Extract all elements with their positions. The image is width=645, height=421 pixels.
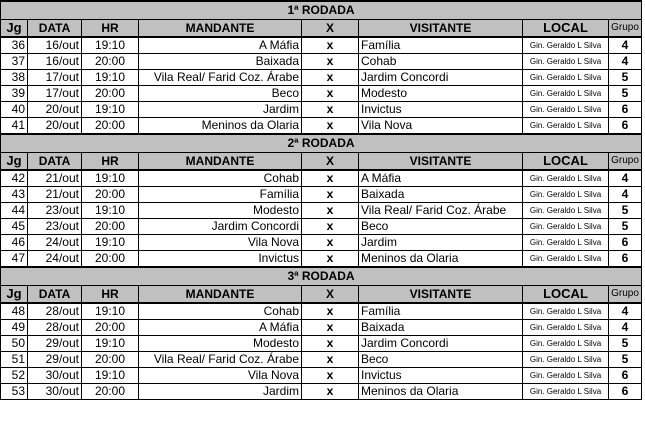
away-team: Família [359,37,523,54]
group-number: 5 [609,352,642,368]
home-team: Vila Real/ Farid Coz. Árabe [139,352,302,368]
versus-mark: x [302,54,359,70]
versus-mark: x [302,320,359,336]
game-number: 52 [1,368,28,384]
away-team: Cohab [359,54,523,70]
table-row [1,352,642,368]
group-number: 4 [609,320,642,336]
game-time: 19:10 [82,235,139,251]
game-date: 16/out [28,54,82,70]
venue: Gin. Geraldo L Silva [523,187,609,203]
home-team: Meninos da Olaria [139,118,302,135]
venue: Gin. Geraldo L Silva [523,303,609,320]
away-team: Jardim Concordi [359,336,523,352]
column-header-grupo: Grupo [609,286,642,304]
away-team: Invictus [359,368,523,384]
home-team: A Máfia [139,320,302,336]
versus-mark: x [302,86,359,102]
column-header-visitante: VISITANTE [359,153,523,171]
game-number: 49 [1,320,28,336]
versus-mark: x [302,251,359,268]
venue: Gin. Geraldo L Silva [523,70,609,86]
column-header-local: LOCAL [523,286,609,304]
table-row [1,251,642,268]
table-row [1,368,642,384]
group-number: 5 [609,203,642,219]
game-number: 36 [1,37,28,54]
home-team: Invictus [139,251,302,268]
game-time: 19:10 [82,170,139,187]
versus-mark: x [302,187,359,203]
venue: Gin. Geraldo L Silva [523,352,609,368]
versus-mark: x [302,37,359,54]
versus-mark: x [302,170,359,187]
away-team: Vila Real/ Farid Coz. Árabe [359,203,523,219]
away-team: Jardim [359,235,523,251]
column-header-hr: HR [82,153,139,171]
home-team: Cohab [139,170,302,187]
home-team: Vila Real/ Farid Coz. Árabe [139,70,302,86]
group-number: 6 [609,251,642,268]
group-number: 5 [609,86,642,102]
game-time: 20:00 [82,118,139,135]
versus-mark: x [302,235,359,251]
game-date: 20/out [28,102,82,118]
table-row [1,102,642,118]
table-row [1,54,642,70]
table-row [1,320,642,336]
game-time: 20:00 [82,86,139,102]
venue: Gin. Geraldo L Silva [523,320,609,336]
game-number: 38 [1,70,28,86]
group-number: 5 [609,336,642,352]
venue: Gin. Geraldo L Silva [523,219,609,235]
table-row [1,303,642,320]
venue: Gin. Geraldo L Silva [523,102,609,118]
round-title: 3ª RODADA [1,267,642,286]
game-time: 19:10 [82,368,139,384]
round-header-row [1,134,642,153]
group-number: 4 [609,37,642,54]
game-time: 19:10 [82,37,139,54]
column-header-grupo: Grupo [609,153,642,171]
round-title: 2ª RODADA [1,134,642,153]
group-number: 6 [609,102,642,118]
column-header-visitante: VISITANTE [359,20,523,38]
group-number: 6 [609,118,642,135]
game-time: 20:00 [82,251,139,268]
game-number: 53 [1,384,28,400]
game-time: 20:00 [82,187,139,203]
round-header-row [1,267,642,286]
column-header-mandante: MANDANTE [139,153,302,171]
game-date: 30/out [28,384,82,400]
table-row [1,37,642,54]
table-row [1,336,642,352]
away-team: Vila Nova [359,118,523,135]
round-title: 1ª RODADA [1,1,642,20]
versus-mark: x [302,384,359,400]
game-number: 44 [1,203,28,219]
away-team: Meninos da Olaria [359,384,523,400]
away-team: Jardim Concordi [359,70,523,86]
group-number: 6 [609,368,642,384]
away-team: Baixada [359,320,523,336]
away-team: Beco [359,352,523,368]
column-header-x: X [302,153,359,171]
away-team: A Máfia [359,170,523,187]
game-time: 19:10 [82,203,139,219]
away-team: Beco [359,219,523,235]
game-date: 29/out [28,352,82,368]
game-time: 20:00 [82,384,139,400]
column-header-grupo: Grupo [609,20,642,38]
home-team: Jardim [139,384,302,400]
game-date: 20/out [28,118,82,135]
versus-mark: x [302,303,359,320]
game-time: 19:10 [82,70,139,86]
table-row [1,118,642,135]
group-number: 4 [609,303,642,320]
versus-mark: x [302,219,359,235]
game-date: 30/out [28,368,82,384]
game-number: 43 [1,187,28,203]
game-time: 19:10 [82,336,139,352]
game-date: 24/out [28,235,82,251]
game-date: 16/out [28,37,82,54]
home-team: Família [139,187,302,203]
game-date: 23/out [28,219,82,235]
column-header-x: X [302,20,359,38]
group-number: 5 [609,219,642,235]
column-header-row [1,153,642,171]
away-team: Modesto [359,86,523,102]
venue: Gin. Geraldo L Silva [523,54,609,70]
column-header-row [1,20,642,38]
group-number: 4 [609,170,642,187]
table-row [1,219,642,235]
venue: Gin. Geraldo L Silva [523,368,609,384]
game-time: 20:00 [82,320,139,336]
versus-mark: x [302,352,359,368]
versus-mark: x [302,203,359,219]
away-team: Família [359,303,523,320]
round-header-row [1,1,642,20]
game-date: 21/out [28,187,82,203]
column-header-mandante: MANDANTE [139,286,302,304]
table-row [1,170,642,187]
table-row [1,384,642,400]
column-header-row [1,286,642,304]
venue: Gin. Geraldo L Silva [523,37,609,54]
game-date: 21/out [28,170,82,187]
versus-mark: x [302,368,359,384]
venue: Gin. Geraldo L Silva [523,251,609,268]
home-team: Vila Nova [139,235,302,251]
game-number: 50 [1,336,28,352]
table-row [1,187,642,203]
column-header-visitante: VISITANTE [359,286,523,304]
game-number: 51 [1,352,28,368]
home-team: Beco [139,86,302,102]
venue: Gin. Geraldo L Silva [523,203,609,219]
column-header-hr: HR [82,286,139,304]
column-header-local: LOCAL [523,20,609,38]
table-row [1,70,642,86]
game-number: 39 [1,86,28,102]
group-number: 6 [609,235,642,251]
venue: Gin. Geraldo L Silva [523,86,609,102]
column-header-jg: Jg [1,286,28,304]
group-number: 4 [609,54,642,70]
home-team: A Máfia [139,37,302,54]
game-number: 41 [1,118,28,135]
home-team: Modesto [139,336,302,352]
column-header-x: X [302,286,359,304]
versus-mark: x [302,118,359,135]
venue: Gin. Geraldo L Silva [523,384,609,400]
group-number: 5 [609,70,642,86]
game-date: 28/out [28,303,82,320]
away-team: Baixada [359,187,523,203]
game-number: 45 [1,219,28,235]
column-header-local: LOCAL [523,153,609,171]
away-team: Invictus [359,102,523,118]
game-date: 28/out [28,320,82,336]
home-team: Modesto [139,203,302,219]
home-team: Jardim [139,102,302,118]
column-header-data: DATA [28,20,82,38]
game-date: 17/out [28,86,82,102]
game-number: 47 [1,251,28,268]
column-header-data: DATA [28,153,82,171]
table-row [1,86,642,102]
group-number: 6 [609,384,642,400]
table-row [1,235,642,251]
game-date: 17/out [28,70,82,86]
game-time: 20:00 [82,54,139,70]
column-header-jg: Jg [1,153,28,171]
game-number: 48 [1,303,28,320]
column-header-jg: Jg [1,20,28,38]
venue: Gin. Geraldo L Silva [523,336,609,352]
game-time: 19:10 [82,102,139,118]
column-header-hr: HR [82,20,139,38]
game-number: 37 [1,54,28,70]
game-time: 20:00 [82,219,139,235]
away-team: Meninos da Olaria [359,251,523,268]
game-time: 19:10 [82,303,139,320]
table-row [1,203,642,219]
group-number: 4 [609,187,642,203]
column-header-mandante: MANDANTE [139,20,302,38]
versus-mark: x [302,102,359,118]
home-team: Cohab [139,303,302,320]
game-date: 23/out [28,203,82,219]
game-date: 24/out [28,251,82,268]
versus-mark: x [302,70,359,86]
venue: Gin. Geraldo L Silva [523,235,609,251]
game-number: 46 [1,235,28,251]
game-time: 20:00 [82,352,139,368]
venue: Gin. Geraldo L Silva [523,170,609,187]
game-date: 29/out [28,336,82,352]
home-team: Jardim Concordi [139,219,302,235]
column-header-data: DATA [28,286,82,304]
versus-mark: x [302,336,359,352]
game-number: 42 [1,170,28,187]
home-team: Baixada [139,54,302,70]
venue: Gin. Geraldo L Silva [523,118,609,135]
game-number: 40 [1,102,28,118]
home-team: Vila Nova [139,368,302,384]
